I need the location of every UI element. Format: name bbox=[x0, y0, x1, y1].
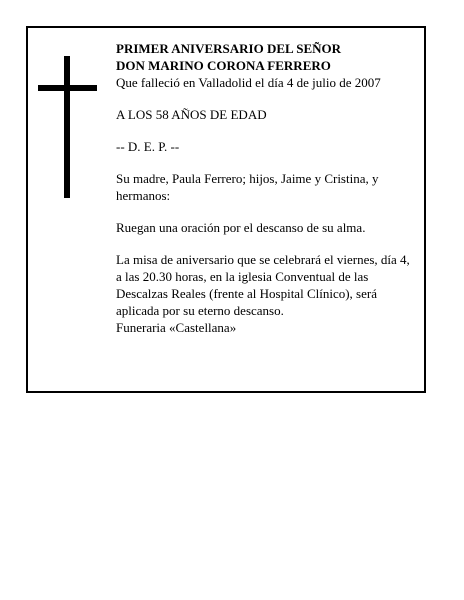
prayer-line: Ruegan una oración por el descanso de su alma. bbox=[116, 220, 366, 235]
family-line: Su madre, Paula Ferrero; hijos, Jaime y Cristina, y hermanos: bbox=[116, 171, 379, 203]
funeral-home: Funeraria «Castellana» bbox=[116, 320, 237, 335]
notice-heading-line2: DON MARINO CORONA FERRERO bbox=[116, 58, 331, 73]
cross-vertical-bar bbox=[64, 56, 70, 198]
notice-heading-line1: PRIMER ANIVERSARIO DEL SEÑOR bbox=[116, 41, 342, 56]
latin-cross-icon bbox=[38, 56, 98, 198]
rip-line: -- D. E. P. -- bbox=[116, 139, 180, 154]
death-line: Que falleció en Valladolid el día 4 de julio de 2007 bbox=[116, 75, 381, 90]
mass-paragraph: La misa de aniversario que se celebrará el viernes, día 4, a las 20.30 horas, en la iglesia Conventual de las Descalzas Reales (frente al Hospital Clínico), será aplicada por su eterno descanso. bbox=[116, 252, 410, 318]
cross-horizontal-bar bbox=[38, 85, 97, 91]
age-line: A LOS 58 AÑOS DE EDAD bbox=[116, 107, 267, 122]
obituary-notice-frame bbox=[26, 26, 426, 393]
notice-text bbox=[116, 40, 416, 336]
